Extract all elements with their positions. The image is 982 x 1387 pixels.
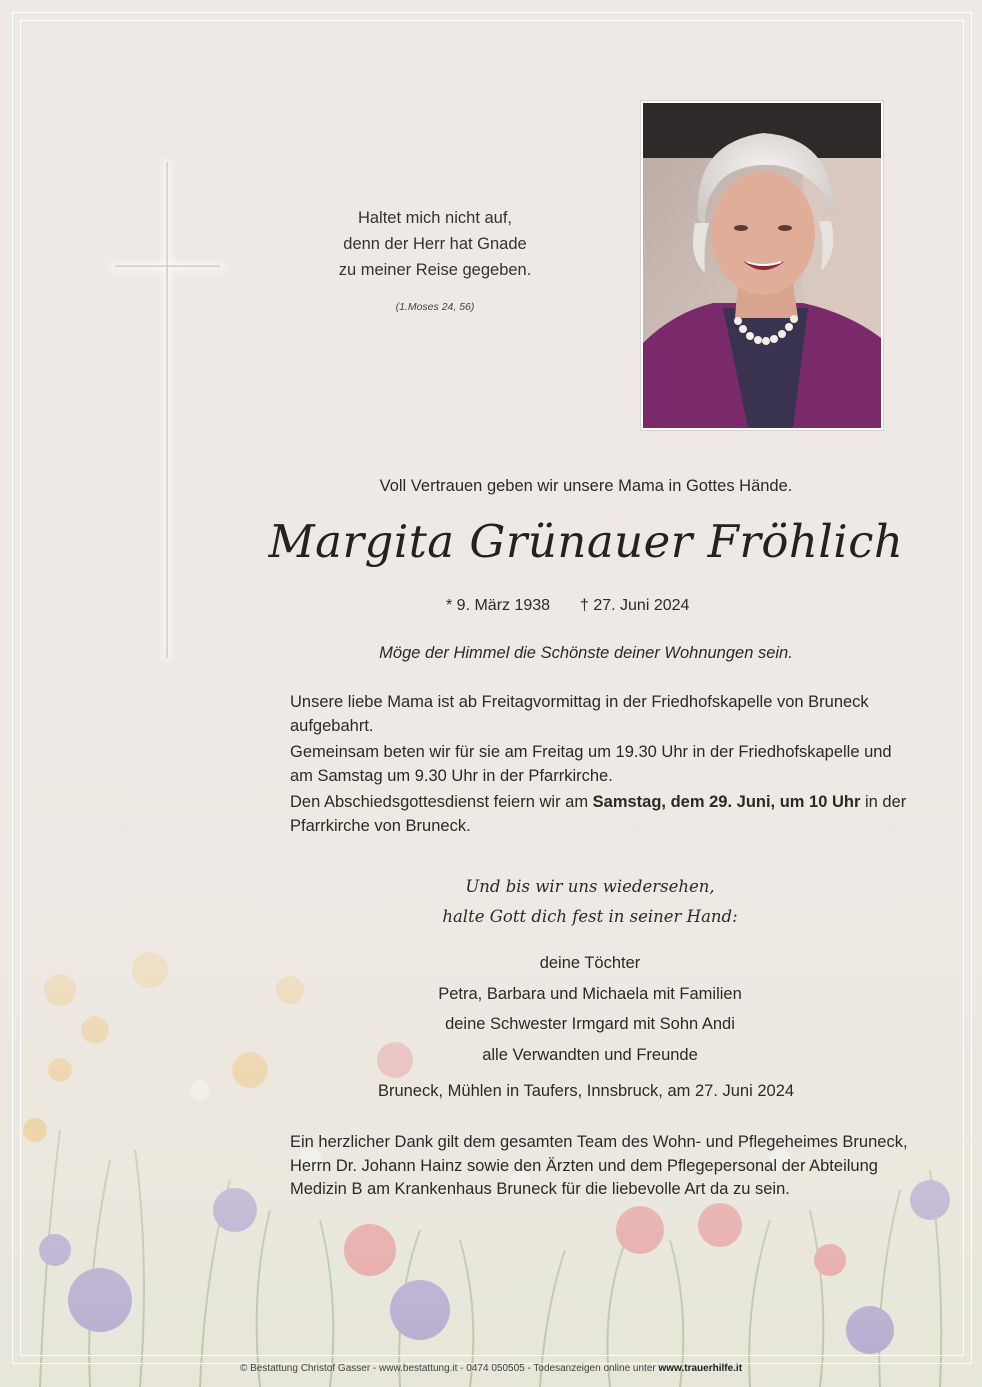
paragraph-funeral	[290, 791, 910, 838]
portrait-photo	[641, 101, 883, 430]
birth-date: * 9. März 1938	[446, 597, 551, 614]
mourner-line: alle Verwandten und Freunde	[482, 1045, 698, 1064]
paragraph-prayers: Gemeinsam beten wir für sie am Freitag um 19.30 Uhr in der Friedhofskapelle und am Samstag um 9.30 Uhr in der Pfarrkirche.	[290, 743, 892, 785]
verse-line: Haltet mich nicht auf,	[357, 209, 513, 227]
poem-line: halte Gott dich fest in seiner Hand:	[442, 907, 738, 926]
closing-poem	[290, 872, 890, 932]
verse-line: zu meiner Reise gegeben.	[338, 261, 532, 279]
funeral-text: Den Abschiedsgottesdienst feiern wir am	[290, 793, 593, 811]
place-and-date: Bruneck, Mühlen in Taufers, Innsbruck, am 27. Juni 2024	[377, 1082, 795, 1100]
deceased-name: Margita Grünauer Fröhlich	[268, 515, 904, 568]
footer-text: © Bestattung Christof Gasser - www.bestattung.it - 0474 050505 - Todesanzeigen online unter	[239, 1363, 659, 1374]
funeral-location: in der Pfarrkirche von Bruneck.	[290, 793, 907, 835]
cross-icon	[95, 150, 245, 670]
motto: Möge der Himmel die Schönste deiner Wohnungen sein.	[379, 644, 793, 662]
announcement-body	[290, 691, 910, 841]
funeral-date: Samstag, dem 29. Juni, um 10 Uhr	[592, 793, 861, 811]
thanks-text: Ein herzlicher Dank gilt dem gesamten Team des Wohn- und Pflegeheimes Bruneck, Herrn Dr. Johann Hainz sowie den Ärzten und dem Pflegepersonal der Abteilung Medizin B am Krankenhaus Bruneck für die liebevolle Art da zu sein.	[290, 1133, 908, 1198]
footer-link[interactable]: www.trauerhilfe.it	[658, 1363, 743, 1374]
intro-text: Voll Vertrauen geben wir unsere Mama in Gottes Hände.	[379, 477, 793, 495]
mourner-line: deine Töchter	[539, 954, 641, 972]
mourner-line: deine Schwester Irmgard mit Sohn Andi	[445, 1015, 735, 1033]
paragraph-viewing: Unsere liebe Mama ist ab Freitagvormittag in der Friedhofskapelle von Bruneck aufgebahrt.	[290, 693, 869, 735]
death-date: † 27. Juni 2024	[580, 597, 690, 614]
mourners-list	[290, 948, 890, 1070]
mourner-line: Petra, Barbara und Michaela mit Familien	[438, 984, 742, 1003]
poem-line: Und bis wir uns wiedersehen,	[465, 877, 715, 896]
verse-reference: (1.Moses 24, 56)	[395, 301, 475, 313]
bible-verse	[290, 205, 580, 283]
verse-line: denn der Herr hat Gnade	[343, 235, 527, 253]
footer	[0, 1363, 982, 1374]
